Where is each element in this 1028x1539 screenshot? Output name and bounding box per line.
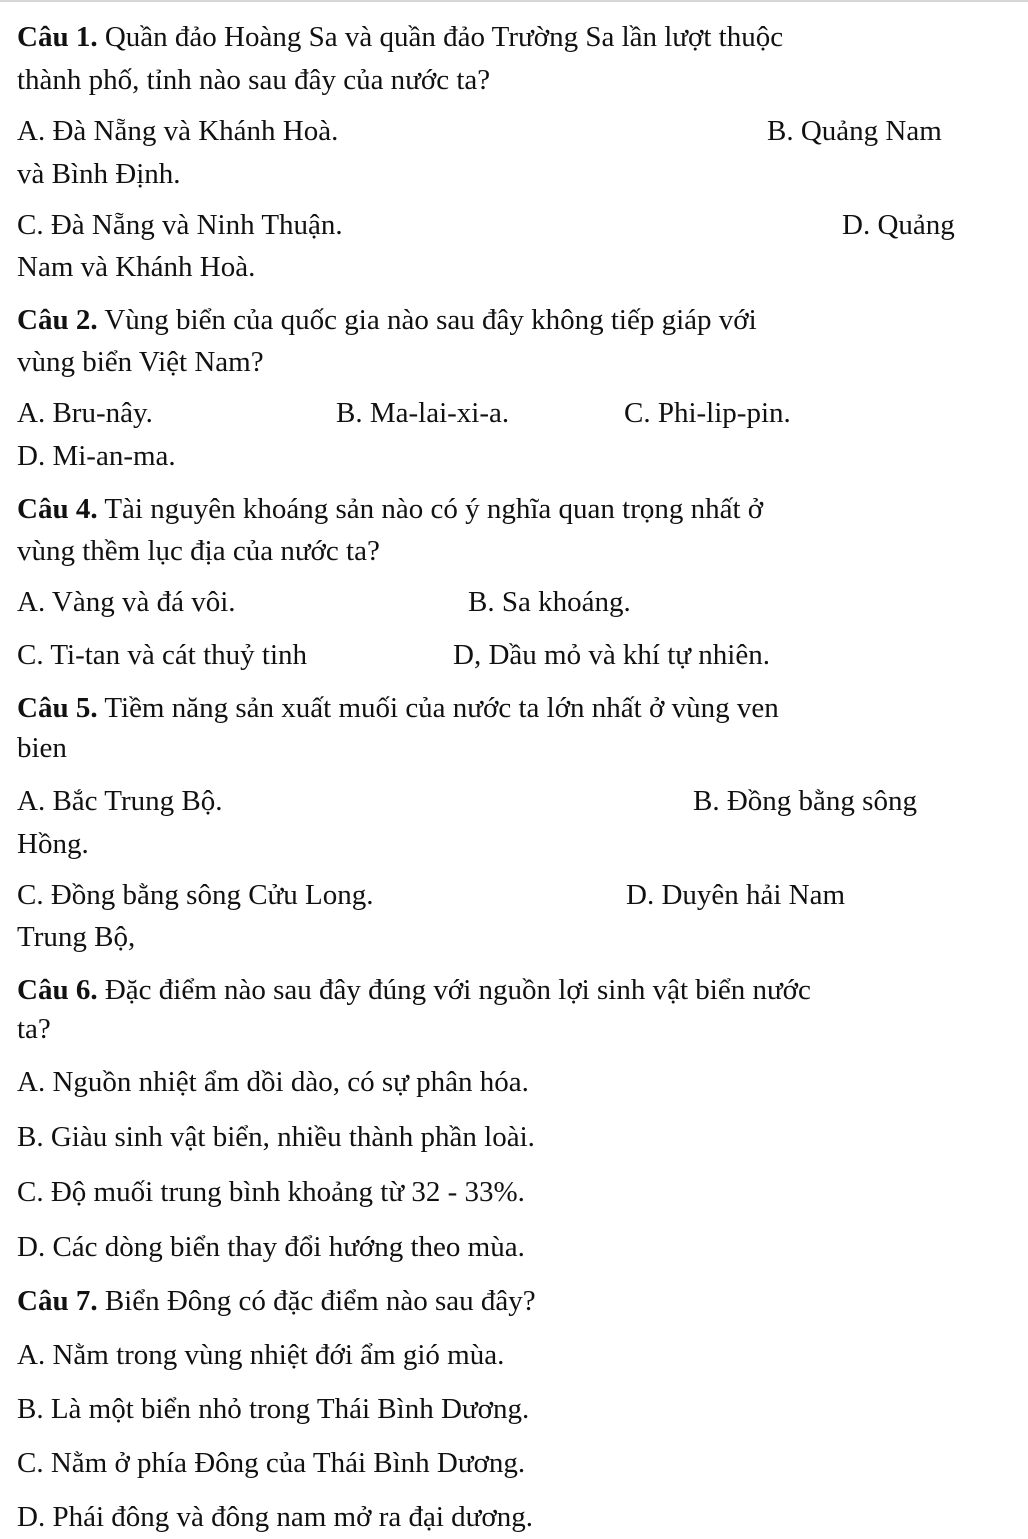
question-5-stem-line2: bien — [17, 732, 67, 764]
question-7-option-d: D. Phái đông và đông nam mở ra đại dương. — [17, 1501, 533, 1533]
question-4-option-b: B. Sa khoáng. — [468, 586, 631, 618]
question-2-option-a: A. Bru-nây. — [17, 397, 153, 429]
question-6-text-line1: Đặc điểm nào sau đây đúng với nguồn lợi sinh vật biển nước — [104, 974, 811, 1006]
question-4-option-d: D, Dầu mỏ và khí tự nhiên. — [453, 639, 770, 671]
question-5-option-c: C. Đồng bằng sông Cửu Long. — [17, 879, 374, 911]
question-1-number: Câu 1. — [17, 21, 98, 53]
question-5-option-d-line2: Trung Bộ, — [17, 921, 136, 953]
question-5-option-b-line2: Hồng. — [17, 828, 89, 860]
question-6-option-a: A. Nguồn nhiệt ẩm dồi dào, có sự phân hóa. — [17, 1066, 529, 1098]
question-1-stem-line2: thành phố, tỉnh nào sau đây của nước ta? — [17, 64, 491, 96]
question-1-option-d-line2: Nam và Khánh Hoà. — [17, 251, 256, 283]
question-5-option-b-line1: B. Đồng bằng sông — [693, 785, 917, 817]
question-2-option-d: D. Mi-an-ma. — [17, 440, 176, 472]
question-5-option-a: A. Bắc Trung Bộ. — [17, 785, 223, 817]
question-2-stem-line1 — [17, 303, 757, 337]
question-1-text-line1: Quần đảo Hoàng Sa và quần đảo Trường Sa lần lượt thuộc — [104, 21, 784, 53]
question-4-text-line1: Tài nguyên khoáng sản nào có ý nghĩa quan trọng nhất ở — [104, 493, 764, 525]
question-2-stem-line2: vùng biển Việt Nam? — [17, 346, 264, 378]
question-6-option-c: C. Độ muối trung bình khoảng từ 32 - 33%. — [17, 1176, 525, 1208]
question-5-stem-line1 — [17, 691, 779, 725]
question-7-stem-line1 — [17, 1284, 536, 1318]
top-divider — [0, 0, 1028, 2]
question-7-text-line1: Biển Đông có đặc điểm nào sau đây? — [104, 1285, 536, 1317]
question-7-option-c: C. Nằm ở phía Đông của Thái Bình Dương. — [17, 1447, 526, 1479]
question-4-option-c: C. Ti-tan và cát thuỷ tinh — [17, 639, 307, 671]
question-1-option-b-line1: B. Quảng Nam — [767, 115, 942, 147]
question-4-stem-line1 — [17, 492, 763, 526]
question-7-option-b: B. Là một biển nhỏ trong Thái Bình Dương. — [17, 1393, 530, 1425]
question-1-option-b-line2: và Bình Định. — [17, 158, 181, 190]
question-7-option-a: A. Nằm trong vùng nhiệt đới ẩm gió mùa. — [17, 1339, 505, 1371]
question-2-text-line1: Vùng biển của quốc gia nào sau đây không tiếp giáp với — [104, 304, 757, 336]
question-6-option-b: B. Giàu sinh vật biển, nhiều thành phần loài. — [17, 1121, 535, 1153]
question-5-option-d-line1: D. Duyên hải Nam — [626, 879, 846, 911]
question-5-number: Câu 5. — [17, 692, 98, 724]
question-4-stem-line2: vùng thềm lục địa của nước ta? — [17, 535, 380, 567]
question-4-number: Câu 4. — [17, 493, 98, 525]
question-6-option-d: D. Các dòng biển thay đổi hướng theo mùa. — [17, 1231, 525, 1263]
question-2-option-c: C. Phi-lip-pin. — [624, 397, 791, 429]
question-6-number: Câu 6. — [17, 974, 98, 1006]
question-6-stem-line2: ta? — [17, 1013, 51, 1045]
question-5-text-line1: Tiềm năng sản xuất muối của nước ta lớn nhất ở vùng ven — [104, 692, 779, 724]
question-4-option-a: A. Vàng và đá vôi. — [17, 586, 236, 618]
question-1-option-a: A. Đà Nẵng và Khánh Hoà. — [17, 115, 339, 147]
question-2-option-b: B. Ma-lai-xi-a. — [336, 397, 510, 429]
question-1-stem-line1 — [17, 20, 783, 54]
question-1-option-c: C. Đà Nẵng và Ninh Thuận. — [17, 209, 343, 241]
question-6-stem-line1 — [17, 973, 811, 1007]
question-2-number: Câu 2. — [17, 304, 98, 336]
question-1-option-d-line1: D. Quảng — [842, 209, 955, 241]
question-7-number: Câu 7. — [17, 1285, 98, 1317]
